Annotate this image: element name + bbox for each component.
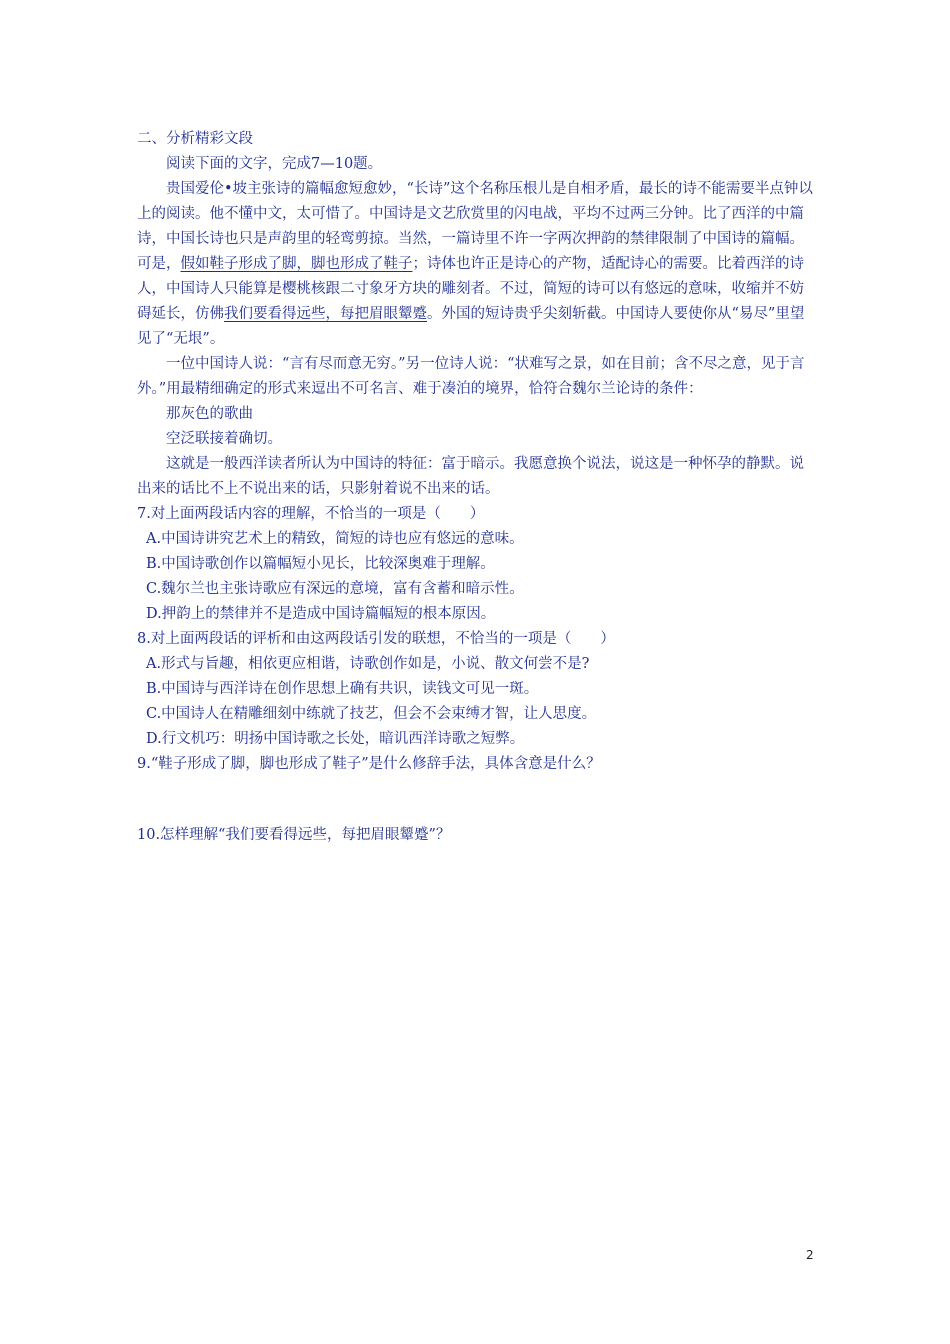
passage-paragraph-1 <box>137 177 817 352</box>
passage-paragraph-3: 这就是一般西洋读者所认为中国诗的特征：富于暗示。我愿意换个说法，说这是一种怀孕的静默。说出来的话比不上不说出来的话，只影射着说不出来的话。 <box>137 456 804 497</box>
question-7-stem: 7.对上面两段话内容的理解，不恰当的一项是（ ） <box>137 506 485 522</box>
passage-text: ；诗体也许正是诗心的产物，适配诗心的需要。比着西洋的诗人，中国诗人只能算是樱桃核跟二寸象牙方块的雕刻者。不过，简短的诗可以有悠远的意味，收缩并不妨碍延长，仿佛 <box>137 256 804 322</box>
question-7-option-a: A.中国诗讲究艺术上的精致，简短的诗也应有悠远的意味。 <box>146 531 524 547</box>
underlined-phrase-shoes: 假如鞋子形成了脚，脚也形成了鞋子 <box>180 256 413 272</box>
page-number: 2 <box>806 1248 814 1262</box>
passage-text: 贵国爱伦•坡主张诗的篇幅愈短愈妙，“长诗”这个名称压根儿是自相矛盾，最长的诗不能需要半点钟以上的阅读。他不懂中文，太可惜了。中国诗是文艺欣赏里的闪电战，平均不过两三分钟。比了西洋的中篇诗，中国长诗也只是声韵里的轻鸾剪掠。当然，一篇诗里不许一字两次押韵的禁律限制了中国诗的篇幅。可是， <box>137 181 813 272</box>
question-8-stem: 8.对上面两段话的评析和由这两段话引发的联想，不恰当的一项是（ ） <box>137 631 615 647</box>
section-title: 二、分析精彩文段 <box>137 131 253 147</box>
document-content <box>137 127 817 848</box>
question-8-option-c: C.中国诗人在精雕细刻中练就了技艺，但会不会束缚才智，让人思度。 <box>146 706 597 722</box>
passage-text: 。外国的短诗贵乎尖刻斩截。中国诗人要使你从“易尽”里望见了“无垠”。 <box>137 306 805 347</box>
question-8-option-a: A.形式与旨趣，相依更应相谐，诗歌创作如是，小说、散文何尝不是? <box>146 656 590 672</box>
underlined-phrase-eyebrows: 我们要看得远些，每把眉眼颦蹙 <box>224 306 427 322</box>
question-8-option-b: B.中国诗与西洋诗在创作思想上确有共识，读钱文可见一斑。 <box>146 681 539 697</box>
question-8-option-d: D.行文机巧：明扬中国诗歌之长处，暗讥西洋诗歌之短弊。 <box>146 731 525 747</box>
question-9: 9.“鞋子形成了脚，脚也形成了鞋子”是什么修辞手法，具体含意是什么？ <box>137 756 601 772</box>
question-7-option-b: B.中国诗歌创作以篇幅短小见长，比较深奥难于理解。 <box>146 556 495 572</box>
passage-paragraph-2: 一位中国诗人说：“言有尽而意无穷。”另一位诗人说：“状难写之景，如在目前；含不尽之意，见于言外。”用最精细确定的形式来逗出不可名言、难于凑泊的境界，恰符合魏尔兰论诗的条件： <box>137 356 805 397</box>
instruction: 阅读下面的文字，完成7—10题。 <box>166 156 383 172</box>
verse-line: 空泛联接着确切。 <box>166 431 282 447</box>
question-10: 10.怎样理解“我们要看得远些，每把眉眼颦蹙”？ <box>137 827 451 843</box>
question-7-option-c: C.魏尔兰也主张诗歌应有深远的意境，富有含蓄和暗示性。 <box>146 581 524 597</box>
question-7-option-d: D.押韵上的禁律并不是造成中国诗篇幅短的根本原因。 <box>146 606 496 622</box>
answer-space <box>137 777 817 823</box>
verse-line: 那灰色的歌曲 <box>166 406 253 422</box>
